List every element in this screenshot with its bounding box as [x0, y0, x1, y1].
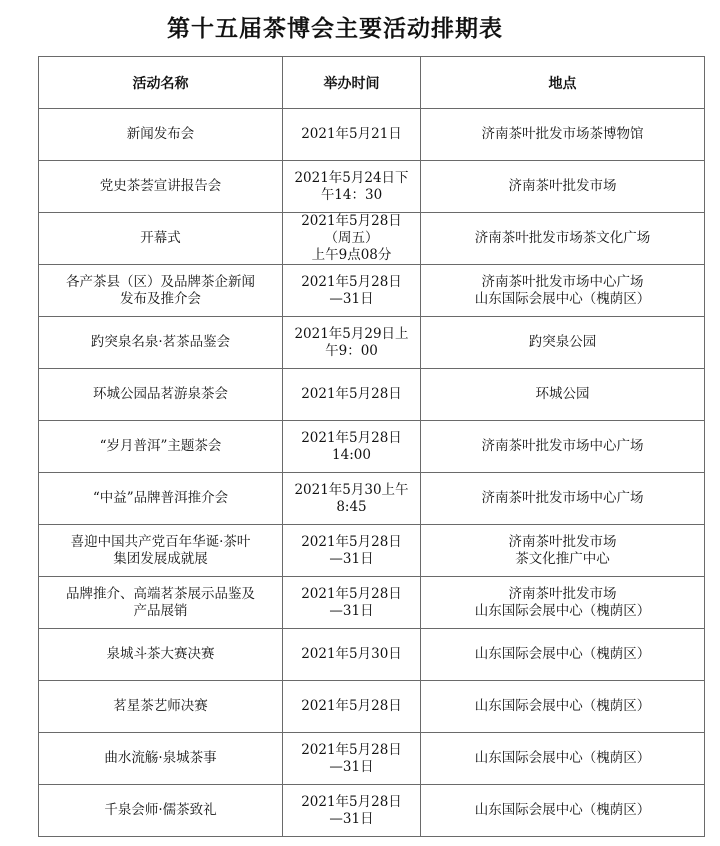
- activity-name-cell: [39, 577, 283, 629]
- header-activity-name: 活动名称: [39, 57, 283, 109]
- activity-name-cell-line: 品牌推介、高端茗茶展示品鉴及: [66, 585, 255, 602]
- time-cell-line: 2021年5月30日: [301, 646, 402, 662]
- time-cell-line: 2021年5月28日: [301, 533, 402, 550]
- place-cell: [421, 265, 705, 317]
- place-cell-line: 山东国际会展中心（槐荫区）: [474, 646, 651, 662]
- activity-name-cell-line: 曲水流觞·泉城茶事: [104, 750, 217, 766]
- place-cell: [421, 681, 705, 733]
- time-cell-line: 2021年5月24日下: [294, 169, 409, 186]
- activity-name-cell: [39, 629, 283, 681]
- place-cell: [421, 577, 705, 629]
- activity-name-cell-line: “中益”品牌普洱推介会: [92, 490, 229, 506]
- place-cell: [421, 161, 705, 213]
- activity-name-cell-line: 集团发展成就展: [113, 550, 208, 567]
- time-cell: [283, 473, 421, 525]
- table-row: [39, 525, 705, 577]
- activity-name-cell: [39, 213, 283, 265]
- time-cell-line: 2021年5月28日: [301, 698, 402, 714]
- activity-name-cell-line: 产品展销: [133, 602, 188, 619]
- time-cell-line: 2021年5月28日: [301, 213, 402, 229]
- table-row: [39, 577, 705, 629]
- time-cell: [283, 317, 421, 369]
- header-place: 地点: [421, 57, 705, 109]
- activity-name-cell-line: 党史茶荟宣讲报告会: [99, 178, 222, 194]
- place-cell-line: 济南茶叶批发市场: [508, 533, 617, 550]
- activity-name-cell-line: 千泉会师·儒茶致礼: [104, 802, 217, 818]
- time-cell-line: 2021年5月28日: [301, 429, 402, 446]
- table-row: [39, 161, 705, 213]
- place-cell: [421, 213, 705, 265]
- activity-name-cell: [39, 317, 283, 369]
- place-cell-line: 茶文化推广中心: [515, 550, 610, 567]
- time-cell-line: —31日: [329, 602, 374, 619]
- table-row: [39, 109, 705, 161]
- time-cell-line: 2021年5月28日: [301, 585, 402, 602]
- time-cell: [283, 733, 421, 785]
- place-cell: [421, 369, 705, 421]
- table-row: [39, 473, 705, 525]
- place-cell: [421, 317, 705, 369]
- time-cell: [283, 421, 421, 473]
- time-cell: [283, 525, 421, 577]
- place-cell-line: 山东国际会展中心（槐荫区）: [474, 802, 651, 818]
- table-row: [39, 317, 705, 369]
- place-cell: [421, 733, 705, 785]
- time-cell: [283, 213, 421, 265]
- place-cell-line: 济南茶叶批发市场: [508, 178, 617, 194]
- time-cell-line: 2021年5月30上午: [294, 481, 409, 498]
- place-cell-line: 济南茶叶批发市场: [508, 585, 617, 602]
- activity-name-cell-line: 各产茶县（区）及品牌茶企新闻: [66, 273, 255, 290]
- time-cell: [283, 629, 421, 681]
- time-cell-line: 2021年5月29日上: [294, 325, 409, 342]
- activity-name-cell-line: “岁月普洱”主题茶会: [99, 438, 222, 454]
- activity-name-cell: [39, 733, 283, 785]
- place-cell-line: 济南茶叶批发市场茶文化广场: [474, 230, 651, 246]
- activity-name-cell: [39, 473, 283, 525]
- place-cell-line: 环城公园: [535, 386, 590, 402]
- table-row: [39, 421, 705, 473]
- table-row: [39, 265, 705, 317]
- place-cell-line: 济南茶叶批发市场中心广场: [481, 438, 644, 454]
- time-cell: [283, 265, 421, 317]
- time-cell-line: 2021年5月28日: [301, 273, 402, 290]
- place-cell-line: 济南茶叶批发市场中心广场: [481, 273, 644, 290]
- time-cell-line: —31日: [329, 810, 374, 827]
- place-cell: [421, 785, 705, 837]
- table-row: [39, 629, 705, 681]
- table-header-row: [39, 57, 705, 109]
- table-body: [39, 109, 705, 837]
- time-cell-line: 上午9点08分: [311, 247, 392, 263]
- place-cell-line: 山东国际会展中心（槐荫区）: [474, 698, 651, 714]
- time-cell-line: —31日: [329, 290, 374, 307]
- activity-name-cell: [39, 681, 283, 733]
- activity-name-cell-line: 茗星茶艺师决赛: [113, 698, 208, 714]
- table-row: [39, 369, 705, 421]
- time-cell-line: 2021年5月28日: [301, 386, 402, 402]
- header-time: 举办时间: [283, 57, 421, 109]
- table-row: [39, 213, 705, 265]
- time-cell: [283, 109, 421, 161]
- activity-name-cell: [39, 785, 283, 837]
- time-cell: [283, 785, 421, 837]
- place-cell: [421, 525, 705, 577]
- place-cell-line: 济南茶叶批发市场茶博物馆: [481, 126, 644, 142]
- activity-name-cell: [39, 369, 283, 421]
- activity-name-cell: [39, 109, 283, 161]
- place-cell-line: 趵突泉公园: [528, 334, 597, 350]
- time-cell: [283, 369, 421, 421]
- activity-name-cell-line: 新闻发布会: [126, 126, 195, 142]
- place-cell-line: 山东国际会展中心（槐荫区）: [474, 750, 651, 766]
- activity-name-cell: [39, 421, 283, 473]
- time-cell-line: 午14：30: [320, 186, 383, 203]
- place-cell: [421, 421, 705, 473]
- activity-name-cell-line: 发布及推介会: [120, 290, 201, 307]
- activity-name-cell-line: 趵突泉名泉·茗茶品鉴会: [90, 334, 231, 350]
- time-cell-line: —31日: [329, 550, 374, 567]
- activity-name-cell: [39, 525, 283, 577]
- time-cell: [283, 681, 421, 733]
- place-cell: [421, 109, 705, 161]
- time-cell-line: 14:00: [332, 446, 371, 463]
- place-cell: [421, 473, 705, 525]
- time-cell-line: 2021年5月28日: [301, 793, 402, 810]
- activity-name-cell-line: 喜迎中国共产党百年华诞·茶叶: [70, 533, 251, 550]
- activity-name-cell: [39, 265, 283, 317]
- activity-name-cell: [39, 161, 283, 213]
- time-cell: [283, 577, 421, 629]
- time-cell-line: （周五）: [324, 230, 379, 246]
- time-cell: [283, 161, 421, 213]
- place-cell: [421, 629, 705, 681]
- time-cell-line: 8:45: [336, 498, 367, 515]
- schedule-table: [38, 56, 705, 837]
- place-cell-line: 山东国际会展中心（槐荫区）: [474, 290, 651, 307]
- place-cell-line: 济南茶叶批发市场中心广场: [481, 490, 644, 506]
- activity-name-cell-line: 环城公园品茗游泉茶会: [93, 386, 228, 402]
- time-cell-line: 午9：00: [325, 342, 378, 359]
- page-title: 第十五届茶博会主要活动排期表: [167, 16, 503, 42]
- time-cell-line: —31日: [329, 758, 374, 775]
- place-cell-line: 山东国际会展中心（槐荫区）: [474, 602, 651, 619]
- table-row: [39, 785, 705, 837]
- table-row: [39, 733, 705, 785]
- time-cell-line: 2021年5月28日: [301, 741, 402, 758]
- table-row: [39, 681, 705, 733]
- activity-name-cell-line: 泉城斗茶大赛决赛: [106, 646, 215, 662]
- time-cell-line: 2021年5月21日: [301, 126, 402, 142]
- activity-name-cell-line: 开幕式: [140, 230, 181, 246]
